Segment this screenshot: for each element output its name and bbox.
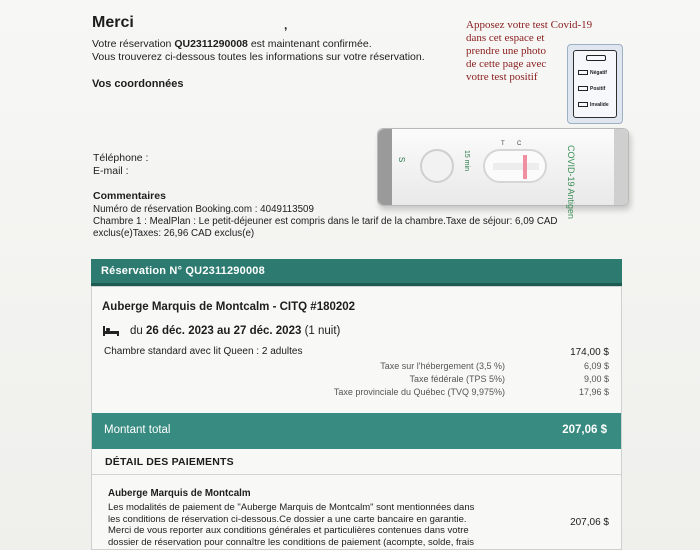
- covid-note-line-1: Apposez votre test Covid-19: [466, 19, 593, 31]
- rapid-row-label: Invalide: [590, 102, 609, 108]
- email-label: E-mail :: [93, 165, 129, 177]
- rapid-test-card-inner: [573, 50, 617, 118]
- checkbox-icon: [578, 86, 588, 91]
- intro-line-2: Vous trouverez ci-dessous toutes les informations sur votre réservation.: [92, 51, 425, 63]
- contact-section-title: Vos coordonnées: [92, 78, 184, 90]
- total-value: 207,06 $: [562, 424, 607, 436]
- kit-brand: COVID-19 Antigen: [566, 145, 576, 220]
- stay-dates: [130, 325, 340, 337]
- covid-note-line-2: dans cet espace et: [466, 32, 545, 44]
- covid-note-line-5: votre test positif: [466, 71, 538, 83]
- cassette-end-right: [614, 129, 628, 205]
- bed-icon: [103, 325, 119, 337]
- rapid-row-label: Positif: [590, 86, 606, 92]
- checkbox-icon: [578, 70, 588, 75]
- dates-prefix: du: [130, 325, 143, 337]
- reservation-code: QU2311290008: [174, 38, 248, 50]
- result-strip: [493, 163, 539, 170]
- comments-line-2: Chambre 1 : MealPlan : Le petit-déjeuner est compris dans le tarif de la chambre.Taxe de séjour: 6,09 CAD: [93, 216, 558, 227]
- rapid-row-positive: [578, 83, 618, 95]
- control-line-label: C: [517, 141, 522, 147]
- payments-hotel: Auberge Marquis de Montcalm: [108, 488, 251, 499]
- intro-line-1: [92, 38, 452, 51]
- rapid-row-invalid: [578, 99, 618, 111]
- tax-value-federal: 9,00 $: [583, 374, 609, 384]
- tax-label-provincial: Taxe provinciale du Québec (TVQ 9,975%): [333, 387, 505, 397]
- payments-divider: [92, 474, 621, 475]
- payments-title: DÉTAIL DES PAIEMENTS: [105, 456, 234, 468]
- intro-suffix: est maintenant confirmée.: [250, 38, 372, 50]
- test-line-label: T: [501, 141, 505, 147]
- time-label: 15 min: [463, 149, 471, 172]
- room-price: 174,00 $: [570, 347, 609, 358]
- tax-label-lodging: Taxe sur l'hébergement (3,5 %): [380, 361, 505, 371]
- comments-line-1: Numéro de réservation Booking.com : 4049113509: [93, 204, 314, 215]
- dates-nights: (1 nuit): [304, 325, 341, 337]
- checkbox-icon: [578, 102, 588, 107]
- covid-note-line-3: prendre une photo: [466, 45, 547, 57]
- phone-label: Téléphone :: [93, 152, 149, 164]
- rapid-row-label: Négatif: [590, 70, 607, 76]
- reservation-header: Réservation N° QU2311290008: [91, 259, 622, 286]
- confirmation-intro: [92, 38, 452, 64]
- comments-body: [93, 204, 603, 240]
- total-label: Montant total: [104, 424, 171, 436]
- control-line: [523, 155, 527, 179]
- comments-line-3: exclus(e)Taxes: 26,96 CAD exclus(e): [93, 228, 255, 239]
- payments-line-2: les conditions de réservation ci-dessous.Ce dossier a une carte bancaire en garantie.: [108, 513, 467, 525]
- stray-comma: ,: [284, 18, 288, 32]
- rapid-row-negative: [578, 67, 618, 79]
- page-title: Merci: [92, 14, 134, 31]
- tax-label-federal: Taxe fédérale (TPS 5%): [409, 374, 505, 384]
- result-window: [483, 149, 547, 183]
- intro-prefix: Votre réservation: [92, 38, 172, 50]
- payments-amount: 207,06 $: [570, 517, 609, 528]
- covid-test-cassette: [377, 128, 629, 220]
- dates-range: 26 déc. 2023 au 27 déc. 2023: [146, 325, 302, 337]
- payments-line-3: Merci de vous reporter aux conditions générales et particulières contenues dans votre: [108, 525, 469, 537]
- tax-value-lodging: 6,09 $: [583, 361, 609, 371]
- covid-note-line-4: de cette page avec: [466, 58, 547, 70]
- card-slot-icon: [586, 55, 606, 61]
- comments-title: Commentaires: [93, 190, 166, 202]
- room-description: Chambre standard avec lit Queen : 2 adultes: [104, 346, 303, 357]
- payments-line-4: dossier de réservation pour connaître les conditions de paiement (acompte, solde, frais: [108, 536, 474, 548]
- rapid-test-card: [567, 44, 623, 124]
- payments-conditions: [108, 502, 508, 548]
- sample-label: S: [397, 156, 407, 163]
- tax-value-provincial: 17,96 $: [578, 387, 609, 397]
- hotel-name: Auberge Marquis de Montcalm - CITQ #180202: [102, 301, 356, 313]
- payments-line-1: Les modalités de paiement de "Auberge Marquis de Montcalm" sont mentionnées dans: [108, 502, 475, 513]
- sample-well: [420, 149, 454, 183]
- cassette-end-left: [378, 129, 392, 205]
- total-bar: [92, 413, 621, 449]
